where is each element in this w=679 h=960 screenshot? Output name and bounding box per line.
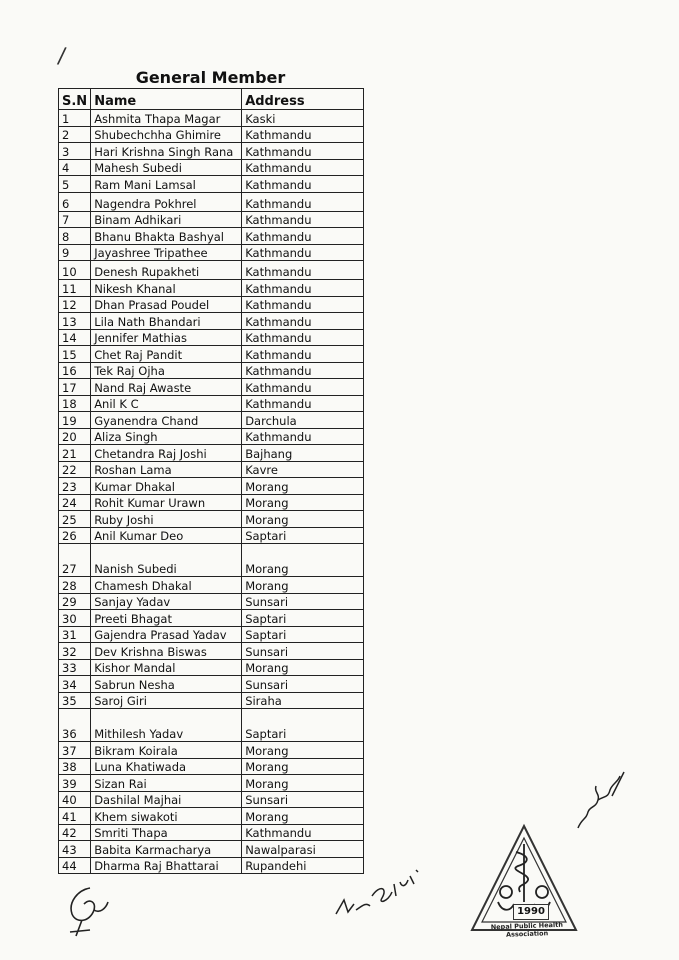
- table-row: [59, 461, 364, 478]
- table-row: [59, 659, 364, 676]
- cell-sn: 43: [59, 841, 91, 858]
- page-mark: /: [56, 43, 68, 70]
- cell-address: Saptari: [242, 626, 364, 643]
- cell-address: Kathmandu: [242, 143, 364, 160]
- table-row: [59, 577, 364, 594]
- cell-address: Kathmandu: [242, 824, 364, 841]
- table-row: [59, 841, 364, 858]
- cell-name: Aliza Singh: [91, 428, 242, 445]
- cell-address: Nawalparasi: [242, 841, 364, 858]
- table-row: [59, 544, 364, 577]
- table-row: [59, 362, 364, 379]
- cell-name: Nikesh Khanal: [91, 280, 242, 297]
- cell-address: Kathmandu: [242, 244, 364, 261]
- cell-name: Dhan Prasad Poudel: [91, 296, 242, 313]
- cell-sn: 32: [59, 643, 91, 660]
- cell-name: Kishor Mandal: [91, 659, 242, 676]
- cell-sn: 15: [59, 346, 91, 363]
- cell-address: Kathmandu: [242, 126, 364, 143]
- cell-address: Kathmandu: [242, 428, 364, 445]
- cell-address: Saptari: [242, 610, 364, 627]
- cell-name: Chet Raj Pandit: [91, 346, 242, 363]
- cell-address: Kathmandu: [242, 313, 364, 330]
- cell-address: Sunsari: [242, 676, 364, 693]
- table-row: [59, 412, 364, 429]
- cell-address: Morang: [242, 742, 364, 759]
- cell-sn: 33: [59, 659, 91, 676]
- table-row: [59, 110, 364, 127]
- cell-name: Nagendra Pokhrel: [91, 192, 242, 211]
- header-sn: S.N: [59, 89, 91, 110]
- cell-sn: 42: [59, 824, 91, 841]
- member-table: [58, 88, 364, 874]
- table-row: [59, 244, 364, 261]
- cell-address: Morang: [242, 544, 364, 577]
- cell-sn: 8: [59, 228, 91, 245]
- cell-address: Kathmandu: [242, 362, 364, 379]
- cell-name: Denesh Rupakheti: [91, 261, 242, 280]
- cell-address: Morang: [242, 808, 364, 825]
- cell-name: Nand Raj Awaste: [91, 379, 242, 396]
- cell-address: Kathmandu: [242, 329, 364, 346]
- cell-name: Sanjay Yadav: [91, 593, 242, 610]
- cell-name: Babita Karmacharya: [91, 841, 242, 858]
- cell-sn: 44: [59, 857, 91, 874]
- table-row: [59, 176, 364, 193]
- cell-name: Preeti Bhagat: [91, 610, 242, 627]
- cell-sn: 20: [59, 428, 91, 445]
- signature-middle: [330, 862, 430, 922]
- table-row: [59, 296, 364, 313]
- cell-sn: 17: [59, 379, 91, 396]
- cell-name: Shubechchha Ghimire: [91, 126, 242, 143]
- table-row: [59, 758, 364, 775]
- table-row: [59, 511, 364, 528]
- cell-sn: 22: [59, 461, 91, 478]
- cell-address: Darchula: [242, 412, 364, 429]
- cell-sn: 35: [59, 692, 91, 709]
- cell-sn: 2: [59, 126, 91, 143]
- cell-address: Kaski: [242, 110, 364, 127]
- cell-name: Dev Krishna Biswas: [91, 643, 242, 660]
- cell-sn: 41: [59, 808, 91, 825]
- cell-address: Kathmandu: [242, 211, 364, 228]
- table-row: [59, 346, 364, 363]
- table-row: [59, 228, 364, 245]
- cell-name: Mithilesh Yadav: [91, 709, 242, 742]
- cell-sn: 36: [59, 709, 91, 742]
- cell-address: Kathmandu: [242, 176, 364, 193]
- signature-left: [60, 880, 120, 940]
- cell-name: Lila Nath Bhandari: [91, 313, 242, 330]
- cell-name: Gajendra Prasad Yadav: [91, 626, 242, 643]
- cell-sn: 19: [59, 412, 91, 429]
- cell-name: Hari Krishna Singh Rana: [91, 143, 242, 160]
- cell-name: Ashmita Thapa Magar: [91, 110, 242, 127]
- cell-name: Mahesh Subedi: [91, 159, 242, 176]
- seal-organization: Nepal Public Health Association: [490, 920, 564, 939]
- cell-sn: 3: [59, 143, 91, 160]
- cell-address: Kathmandu: [242, 228, 364, 245]
- table-row: [59, 791, 364, 808]
- header-address: Address: [242, 89, 364, 110]
- cell-sn: 7: [59, 211, 91, 228]
- cell-name: Sizan Rai: [91, 775, 242, 792]
- cell-sn: 24: [59, 494, 91, 511]
- table-row: [59, 643, 364, 660]
- cell-address: Sunsari: [242, 791, 364, 808]
- cell-address: Kathmandu: [242, 296, 364, 313]
- cell-name: Kumar Dhakal: [91, 478, 242, 495]
- table-row: [59, 143, 364, 160]
- cell-address: Saptari: [242, 527, 364, 544]
- table-row: [59, 280, 364, 297]
- cell-sn: 18: [59, 395, 91, 412]
- seal-year: 1990: [513, 904, 549, 920]
- cell-name: Binam Adhikari: [91, 211, 242, 228]
- cell-name: Jayashree Tripathee: [91, 244, 242, 261]
- cell-sn: 14: [59, 329, 91, 346]
- cell-sn: 5: [59, 176, 91, 193]
- table-row: [59, 211, 364, 228]
- cell-sn: 31: [59, 626, 91, 643]
- cell-name: Bhanu Bhakta Bashyal: [91, 228, 242, 245]
- cell-address: Morang: [242, 494, 364, 511]
- table-row: [59, 824, 364, 841]
- cell-sn: 29: [59, 593, 91, 610]
- table-row: [59, 610, 364, 627]
- cell-name: Smriti Thapa: [91, 824, 242, 841]
- signature-right: [572, 768, 632, 832]
- cell-sn: 26: [59, 527, 91, 544]
- cell-address: Morang: [242, 659, 364, 676]
- table-row: [59, 527, 364, 544]
- cell-address: Kathmandu: [242, 261, 364, 280]
- cell-name: Gyanendra Chand: [91, 412, 242, 429]
- cell-name: Ruby Joshi: [91, 511, 242, 528]
- cell-name: Saroj Giri: [91, 692, 242, 709]
- cell-name: Dashilal Majhai: [91, 791, 242, 808]
- cell-sn: 9: [59, 244, 91, 261]
- cell-name: Tek Raj Ojha: [91, 362, 242, 379]
- cell-address: Sunsari: [242, 593, 364, 610]
- cell-address: Bajhang: [242, 445, 364, 462]
- table-row: [59, 445, 364, 462]
- cell-sn: 40: [59, 791, 91, 808]
- table-row: [59, 775, 364, 792]
- cell-sn: 27: [59, 544, 91, 577]
- cell-name: Anil Kumar Deo: [91, 527, 242, 544]
- table-row: [59, 857, 364, 874]
- cell-name: Anil K C: [91, 395, 242, 412]
- table-row: [59, 808, 364, 825]
- table-row: [59, 494, 364, 511]
- table-row: [59, 676, 364, 693]
- cell-address: Siraha: [242, 692, 364, 709]
- table-row: [59, 313, 364, 330]
- cell-sn: 12: [59, 296, 91, 313]
- table-row: [59, 192, 364, 211]
- cell-sn: 4: [59, 159, 91, 176]
- table-row: [59, 159, 364, 176]
- cell-name: Roshan Lama: [91, 461, 242, 478]
- cell-sn: 21: [59, 445, 91, 462]
- cell-sn: 38: [59, 758, 91, 775]
- cell-address: Saptari: [242, 709, 364, 742]
- cell-address: Kathmandu: [242, 346, 364, 363]
- cell-sn: 11: [59, 280, 91, 297]
- cell-address: Kathmandu: [242, 280, 364, 297]
- cell-name: Chamesh Dhakal: [91, 577, 242, 594]
- table-row: [59, 261, 364, 280]
- cell-sn: 23: [59, 478, 91, 495]
- cell-address: Morang: [242, 577, 364, 594]
- table-row: [59, 692, 364, 709]
- cell-address: Sunsari: [242, 643, 364, 660]
- cell-name: Rohit Kumar Urawn: [91, 494, 242, 511]
- table-row: [59, 329, 364, 346]
- cell-address: Kathmandu: [242, 395, 364, 412]
- cell-sn: 34: [59, 676, 91, 693]
- cell-name: Ram Mani Lamsal: [91, 176, 242, 193]
- cell-name: Sabrun Nesha: [91, 676, 242, 693]
- table-row: [59, 709, 364, 742]
- cell-address: Kavre: [242, 461, 364, 478]
- cell-address: Morang: [242, 775, 364, 792]
- cell-sn: 37: [59, 742, 91, 759]
- table-row: [59, 395, 364, 412]
- table-row: [59, 742, 364, 759]
- table-row: [59, 626, 364, 643]
- cell-name: Bikram Koirala: [91, 742, 242, 759]
- cell-address: Kathmandu: [242, 159, 364, 176]
- page-title: General Member: [135, 68, 286, 87]
- cell-address: Morang: [242, 478, 364, 495]
- cell-address: Rupandehi: [242, 857, 364, 874]
- table-row: [59, 478, 364, 495]
- header-name: Name: [91, 89, 242, 110]
- cell-address: Kathmandu: [242, 379, 364, 396]
- cell-sn: 39: [59, 775, 91, 792]
- cell-address: Morang: [242, 758, 364, 775]
- cell-sn: 10: [59, 261, 91, 280]
- cell-sn: 6: [59, 192, 91, 211]
- cell-name: Luna Khatiwada: [91, 758, 242, 775]
- cell-sn: 13: [59, 313, 91, 330]
- cell-sn: 30: [59, 610, 91, 627]
- cell-sn: 16: [59, 362, 91, 379]
- cell-name: Khem siwakoti: [91, 808, 242, 825]
- cell-sn: 1: [59, 110, 91, 127]
- cell-name: Nanish Subedi: [91, 544, 242, 577]
- cell-sn: 25: [59, 511, 91, 528]
- cell-address: Kathmandu: [242, 192, 364, 211]
- cell-name: Chetandra Raj Joshi: [91, 445, 242, 462]
- cell-sn: 28: [59, 577, 91, 594]
- table-row: [59, 428, 364, 445]
- table-row: [59, 126, 364, 143]
- table-row: [59, 593, 364, 610]
- table-row: [59, 379, 364, 396]
- cell-address: Morang: [242, 511, 364, 528]
- cell-name: Jennifer Mathias: [91, 329, 242, 346]
- table-header-row: [59, 89, 364, 110]
- cell-name: Dharma Raj Bhattarai: [91, 857, 242, 874]
